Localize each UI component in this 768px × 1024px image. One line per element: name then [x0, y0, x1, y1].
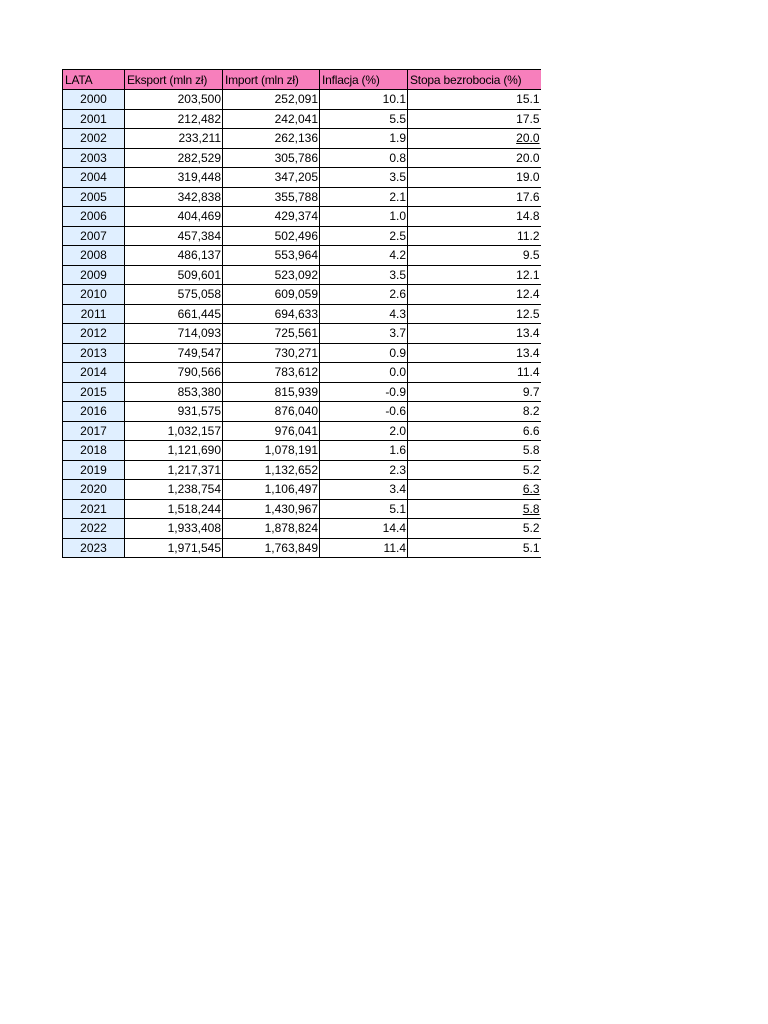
cell-year[interactable]: 2005	[63, 187, 125, 207]
table-row	[63, 382, 541, 402]
cell-inflacja[interactable]: 1.9	[320, 129, 408, 149]
cell-inflacja[interactable]: 4.3	[320, 304, 408, 324]
cell-import[interactable]: 1,132,652	[223, 460, 320, 480]
cell-import[interactable]: 876,040	[223, 402, 320, 422]
cell-inflacja[interactable]: 2.0	[320, 421, 408, 441]
cell-import[interactable]: 553,964	[223, 246, 320, 266]
cell-year[interactable]: 2000	[63, 90, 125, 110]
table-row	[63, 324, 541, 344]
cell-year[interactable]: 2004	[63, 168, 125, 188]
table-row	[63, 421, 541, 441]
cell-stopa-bezrobocia[interactable]: 11.2	[408, 226, 541, 246]
cell-stopa-bezrobocia[interactable]: 9.5	[408, 246, 541, 266]
cell-import[interactable]: 783,612	[223, 363, 320, 383]
cell-inflacja[interactable]: 2.6	[320, 285, 408, 305]
cell-eksport[interactable]: 931,575	[125, 402, 223, 422]
cell-stopa-bezrobocia[interactable]: 5.2	[408, 460, 541, 480]
cell-stopa-bezrobocia[interactable]	[408, 129, 541, 149]
underlined-value: 6.3	[522, 482, 540, 497]
table-row	[63, 168, 541, 188]
cell-stopa-bezrobocia[interactable]: 5.1	[408, 538, 541, 558]
cell-eksport[interactable]: 1,518,244	[125, 499, 223, 519]
cell-eksport[interactable]: 342,838	[125, 187, 223, 207]
cell-stopa-bezrobocia[interactable]	[408, 480, 541, 500]
cell-stopa-bezrobocia[interactable]: 15.1	[408, 90, 541, 110]
cell-import[interactable]: 1,106,497	[223, 480, 320, 500]
cell-import[interactable]: 347,205	[223, 168, 320, 188]
cell-stopa-bezrobocia[interactable]: 12.4	[408, 285, 541, 305]
cell-import[interactable]: 523,092	[223, 265, 320, 285]
cell-import[interactable]: 1,763,849	[223, 538, 320, 558]
cell-year[interactable]: 2006	[63, 207, 125, 227]
table-row	[63, 109, 541, 129]
cell-stopa-bezrobocia[interactable]: 17.5	[408, 109, 541, 129]
cell-year[interactable]: 2016	[63, 402, 125, 422]
table-row	[63, 441, 541, 461]
cell-inflacja[interactable]: 14.4	[320, 519, 408, 539]
cell-import[interactable]: 976,041	[223, 421, 320, 441]
cell-eksport[interactable]: 457,384	[125, 226, 223, 246]
cell-eksport[interactable]: 203,500	[125, 90, 223, 110]
cell-year[interactable]: 2011	[63, 304, 125, 324]
cell-year[interactable]: 2017	[63, 421, 125, 441]
header-import[interactable]: Import (mln zł)	[223, 70, 320, 90]
header-inflacja[interactable]: Inflacja (%)	[320, 70, 408, 90]
table-row	[63, 538, 541, 558]
table-row	[63, 363, 541, 383]
cell-inflacja[interactable]: 3.5	[320, 265, 408, 285]
cell-stopa-bezrobocia[interactable]: 13.4	[408, 343, 541, 363]
cell-stopa-bezrobocia[interactable]: 17.6	[408, 187, 541, 207]
cell-inflacja[interactable]: 3.4	[320, 480, 408, 500]
cell-year[interactable]: 2010	[63, 285, 125, 305]
cell-inflacja[interactable]: -0.9	[320, 382, 408, 402]
cell-eksport[interactable]: 404,469	[125, 207, 223, 227]
table-row	[63, 226, 541, 246]
table-row	[63, 265, 541, 285]
cell-year[interactable]: 2003	[63, 148, 125, 168]
header-lata[interactable]: LATA	[63, 70, 125, 90]
cell-inflacja[interactable]: 3.7	[320, 324, 408, 344]
cell-stopa-bezrobocia[interactable]: 12.5	[408, 304, 541, 324]
cell-eksport[interactable]: 749,547	[125, 343, 223, 363]
cell-year[interactable]: 2019	[63, 460, 125, 480]
cell-import[interactable]: 242,041	[223, 109, 320, 129]
cell-year[interactable]: 2022	[63, 519, 125, 539]
cell-eksport[interactable]: 509,601	[125, 265, 223, 285]
underlined-value: 5.8	[522, 501, 540, 516]
underlined-value: 20.0	[516, 131, 540, 146]
cell-import[interactable]: 725,561	[223, 324, 320, 344]
cell-inflacja[interactable]: 5.5	[320, 109, 408, 129]
cell-inflacja[interactable]: 0.9	[320, 343, 408, 363]
cell-import[interactable]: 305,786	[223, 148, 320, 168]
cell-eksport[interactable]: 853,380	[125, 382, 223, 402]
cell-inflacja[interactable]: 2.5	[320, 226, 408, 246]
cell-eksport[interactable]: 1,217,371	[125, 460, 223, 480]
cell-inflacja[interactable]: 1.6	[320, 441, 408, 461]
cell-inflacja[interactable]: 10.1	[320, 90, 408, 110]
cell-year[interactable]: 2007	[63, 226, 125, 246]
table-row	[63, 519, 541, 539]
cell-year[interactable]: 2014	[63, 363, 125, 383]
cell-eksport[interactable]: 486,137	[125, 246, 223, 266]
cell-stopa-bezrobocia[interactable]: 8.2	[408, 402, 541, 422]
table-row	[63, 129, 541, 149]
table-row	[63, 207, 541, 227]
cell-eksport[interactable]: 1,933,408	[125, 519, 223, 539]
table-row	[63, 304, 541, 324]
table-row	[63, 343, 541, 363]
cell-year[interactable]: 2009	[63, 265, 125, 285]
table-row	[63, 402, 541, 422]
cell-import[interactable]: 609,059	[223, 285, 320, 305]
cell-eksport[interactable]: 1,032,157	[125, 421, 223, 441]
cell-inflacja[interactable]: 2.3	[320, 460, 408, 480]
cell-eksport[interactable]: 319,448	[125, 168, 223, 188]
header-eksport[interactable]: Eksport (mln zł)	[125, 70, 223, 90]
cell-stopa-bezrobocia[interactable]: 12.1	[408, 265, 541, 285]
cell-year[interactable]: 2012	[63, 324, 125, 344]
cell-import[interactable]: 694,633	[223, 304, 320, 324]
cell-year[interactable]: 2013	[63, 343, 125, 363]
cell-eksport[interactable]: 233,211	[125, 129, 223, 149]
table-row	[63, 148, 541, 168]
header-stopa-bezrobocia[interactable]: Stopa bezrobocia (%)	[408, 70, 541, 90]
cell-stopa-bezrobocia[interactable]: 20.0	[408, 148, 541, 168]
cell-import[interactable]: 1,430,967	[223, 499, 320, 519]
cell-import[interactable]: 815,939	[223, 382, 320, 402]
cell-year[interactable]: 2002	[63, 129, 125, 149]
cell-inflacja[interactable]: 0.0	[320, 363, 408, 383]
cell-import[interactable]: 355,788	[223, 187, 320, 207]
cell-inflacja[interactable]: 4.2	[320, 246, 408, 266]
cell-inflacja[interactable]: 2.1	[320, 187, 408, 207]
cell-stopa-bezrobocia[interactable]	[408, 499, 541, 519]
cell-eksport[interactable]: 790,566	[125, 363, 223, 383]
cell-stopa-bezrobocia[interactable]: 13.4	[408, 324, 541, 344]
table-row	[63, 285, 541, 305]
cell-year[interactable]: 2001	[63, 109, 125, 129]
table-row	[63, 90, 541, 110]
cell-year[interactable]: 2020	[63, 480, 125, 500]
cell-eksport[interactable]: 661,445	[125, 304, 223, 324]
cell-inflacja[interactable]: 3.5	[320, 168, 408, 188]
cell-inflacja[interactable]: 5.1	[320, 499, 408, 519]
header-row	[63, 70, 541, 90]
cell-year[interactable]: 2008	[63, 246, 125, 266]
table-row	[63, 246, 541, 266]
cell-eksport[interactable]: 282,529	[125, 148, 223, 168]
cell-import[interactable]: 1,878,824	[223, 519, 320, 539]
cell-inflacja[interactable]: 11.4	[320, 538, 408, 558]
cell-eksport[interactable]: 1,971,545	[125, 538, 223, 558]
cell-stopa-bezrobocia[interactable]: 19.0	[408, 168, 541, 188]
cell-import[interactable]: 429,374	[223, 207, 320, 227]
cell-stopa-bezrobocia[interactable]: 5.8	[408, 441, 541, 461]
cell-year[interactable]: 2023	[63, 538, 125, 558]
data-table	[62, 69, 541, 558]
cell-year[interactable]: 2018	[63, 441, 125, 461]
cell-inflacja[interactable]: 1.0	[320, 207, 408, 227]
table-row	[63, 460, 541, 480]
cell-inflacja[interactable]: 0.8	[320, 148, 408, 168]
cell-year[interactable]: 2021	[63, 499, 125, 519]
table-row	[63, 187, 541, 207]
cell-import[interactable]: 730,271	[223, 343, 320, 363]
table-row	[63, 480, 541, 500]
cell-stopa-bezrobocia[interactable]: 14.8	[408, 207, 541, 227]
spreadsheet	[62, 69, 541, 558]
cell-eksport[interactable]: 575,058	[125, 285, 223, 305]
cell-year[interactable]: 2015	[63, 382, 125, 402]
cell-stopa-bezrobocia[interactable]: 11.4	[408, 363, 541, 383]
cell-eksport[interactable]: 1,121,690	[125, 441, 223, 461]
cell-stopa-bezrobocia[interactable]: 5.2	[408, 519, 541, 539]
cell-import[interactable]: 1,078,191	[223, 441, 320, 461]
cell-stopa-bezrobocia[interactable]: 6.6	[408, 421, 541, 441]
table-row	[63, 499, 541, 519]
cell-import[interactable]: 252,091	[223, 90, 320, 110]
cell-eksport[interactable]: 1,238,754	[125, 480, 223, 500]
cell-eksport[interactable]: 714,093	[125, 324, 223, 344]
cell-import[interactable]: 262,136	[223, 129, 320, 149]
cell-import[interactable]: 502,496	[223, 226, 320, 246]
cell-stopa-bezrobocia[interactable]: 9.7	[408, 382, 541, 402]
cell-inflacja[interactable]: -0.6	[320, 402, 408, 422]
cell-eksport[interactable]: 212,482	[125, 109, 223, 129]
